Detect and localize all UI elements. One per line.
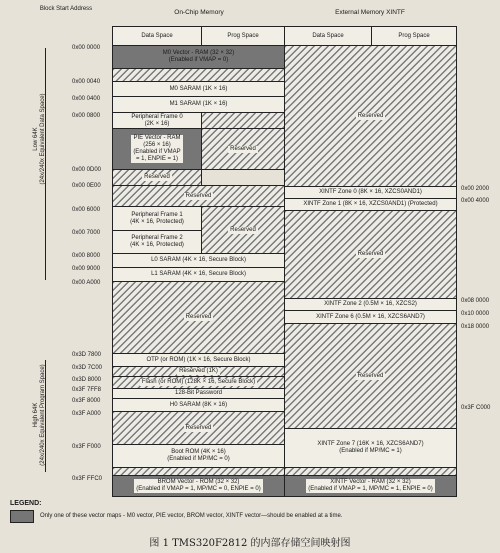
l0-saram-block: L0 SARAM (4K × 16, Secure Block) xyxy=(112,253,285,268)
m0-vector-block: M0 Vector - RAM (32 × 32) (Enabled if VMAP = 0) xyxy=(112,45,285,69)
boot-rom-block: Boot ROM (4K × 16) (Enabled if MP/MC = 0) xyxy=(112,444,285,468)
xintf-reserved-lower: Reserved xyxy=(284,323,457,429)
legend-swatch xyxy=(10,510,34,523)
address-label: 0x3D 7C00 xyxy=(72,365,103,371)
address-label: 0x00 A000 xyxy=(72,280,101,286)
xintf-vector-block: XINTF Vector - RAM (32 × 32) (Enabled if VMAP = 1, MP/MC = 1, ENPIE = 0) xyxy=(284,475,457,497)
onchip-prog-space-header: Prog Space xyxy=(201,26,285,46)
otp-block: OTP (or ROM) (1K × 16, Secure Block) xyxy=(112,353,285,367)
address-label: 0x3D 8000 xyxy=(72,377,102,383)
xintf-zone7-block: XINTF Zone 7 (16K × 16, XZCS6AND7) (Enabled if MP/MC = 1) xyxy=(284,428,457,468)
legend-title: LEGEND: xyxy=(10,500,42,507)
m1-saram-block: M1 SARAM (1K × 16) xyxy=(112,96,285,113)
address-label: 0x10 0000 xyxy=(461,311,490,317)
xintf-zone2-block: XINTF Zone 2 (0.5M × 16, XZCS2) xyxy=(284,298,457,311)
address-label: 0x3F 7FF8 xyxy=(72,387,102,393)
external-prog-space-header: Prog Space xyxy=(371,26,457,46)
external-memory-header: External Memory XINTF xyxy=(335,9,405,16)
address-label: 0x08 0000 xyxy=(461,298,490,304)
address-label: 0x00 0800 xyxy=(72,113,101,119)
reserved-block: Reserved xyxy=(201,206,285,254)
l1-saram-block: L1 SARAM (4K × 16, Secure Block) xyxy=(112,267,285,282)
flash-block: Flash (or ROM) (128K × 16, Secure Block) xyxy=(112,376,285,389)
xintf-reserved-top: Reserved xyxy=(284,45,457,187)
address-label: 0x00 2000 xyxy=(461,186,490,192)
reserved-block: Reserved xyxy=(201,128,285,170)
address-label: 0x00 0D00 xyxy=(72,167,102,173)
peripheral-frame-0-block: Peripheral Frame 0 (2K × 16) xyxy=(112,112,202,129)
address-label: 0x00 9000 xyxy=(72,266,101,272)
address-label: 0x3F F000 xyxy=(72,444,101,450)
address-label: 0x00 6000 xyxy=(72,207,101,213)
peripheral-frame-2-block: Peripheral Frame 2 (4K × 16, Protected) xyxy=(112,230,202,254)
address-label: 0x00 7000 xyxy=(72,230,101,236)
h0-saram-block: H0 SARAM (8K × 16) xyxy=(112,398,285,412)
legend-text: Only one of these vector maps - M0 vector, PIE vector, BROM vector, XINTF vector—should be enabled at a time. xyxy=(40,513,343,519)
peripheral-frame-1-block: Peripheral Frame 1 (4K × 16, Protected) xyxy=(112,206,202,231)
address-label: 0x00 0E00 xyxy=(72,183,101,189)
address-label: 0x00 4000 xyxy=(461,198,490,204)
reserved-block xyxy=(112,68,285,82)
reserved-block: Reserved xyxy=(112,281,285,354)
address-label: 0x3D 7800 xyxy=(72,352,102,358)
address-label: 0x3F FFC0 xyxy=(72,476,103,482)
figure-caption: 图 1 TMS320F2812 的内部存储空间映射图 xyxy=(149,538,351,549)
xintf-zone1-block: XINTF Zone 1 (8K × 16, XZCS0AND1) (Protected) xyxy=(284,198,457,211)
block-start-address-header: Block Start Address xyxy=(39,6,93,12)
address-label: 0x00 0040 xyxy=(72,79,101,85)
external-data-space-header: Data Space xyxy=(284,26,372,46)
pie-vector-block: PIE Vector - RAM (256 × 16) (Enabled if VMAP = 1, ENPIE = 1) xyxy=(112,128,202,170)
brom-vector-block: BROM Vector - ROM (32 × 32) (Enabled if VMAP = 1, MP/MC = 0, ENPIE = 0) xyxy=(112,475,285,497)
low-64k-label: Low 64K (24x/240x Equivalent Data Space) xyxy=(33,93,46,185)
reserved-block: Reserved xyxy=(112,185,285,207)
high-64k-label: High 64K (24x/240x Equivalent Program Space) xyxy=(33,364,46,466)
reserved-block: Reserved xyxy=(112,411,285,445)
address-label: 0x3F C000 xyxy=(461,405,491,411)
m0-saram-block: M0 SARAM (1K × 16) xyxy=(112,81,285,97)
on-chip-memory-header: On-Chip Memory xyxy=(174,9,224,16)
onchip-data-space-header: Data Space xyxy=(112,26,202,46)
reserved-1k-block: Reserved (1K) xyxy=(112,366,285,377)
xintf-zone6-block: XINTF Zone 6 (0.5M × 16, XZCS6AND7) xyxy=(284,310,457,324)
address-label: 0x3F A000 xyxy=(72,411,101,417)
address-label: 0x18 0000 xyxy=(461,324,490,330)
password-block: 128-Bit Password xyxy=(112,388,285,399)
address-label: 0x00 0400 xyxy=(72,96,101,102)
xintf-zone0-block: XINTF Zone 0 (8K × 16, XZCS0AND1) xyxy=(284,186,457,199)
reserved-block: Reserved xyxy=(112,169,202,186)
address-label: 0x3F 8000 xyxy=(72,398,101,404)
address-label: 0x00 8000 xyxy=(72,253,101,259)
address-label: 0x00 0000 xyxy=(72,45,101,51)
xintf-reserved-middle: Reserved xyxy=(284,210,457,299)
